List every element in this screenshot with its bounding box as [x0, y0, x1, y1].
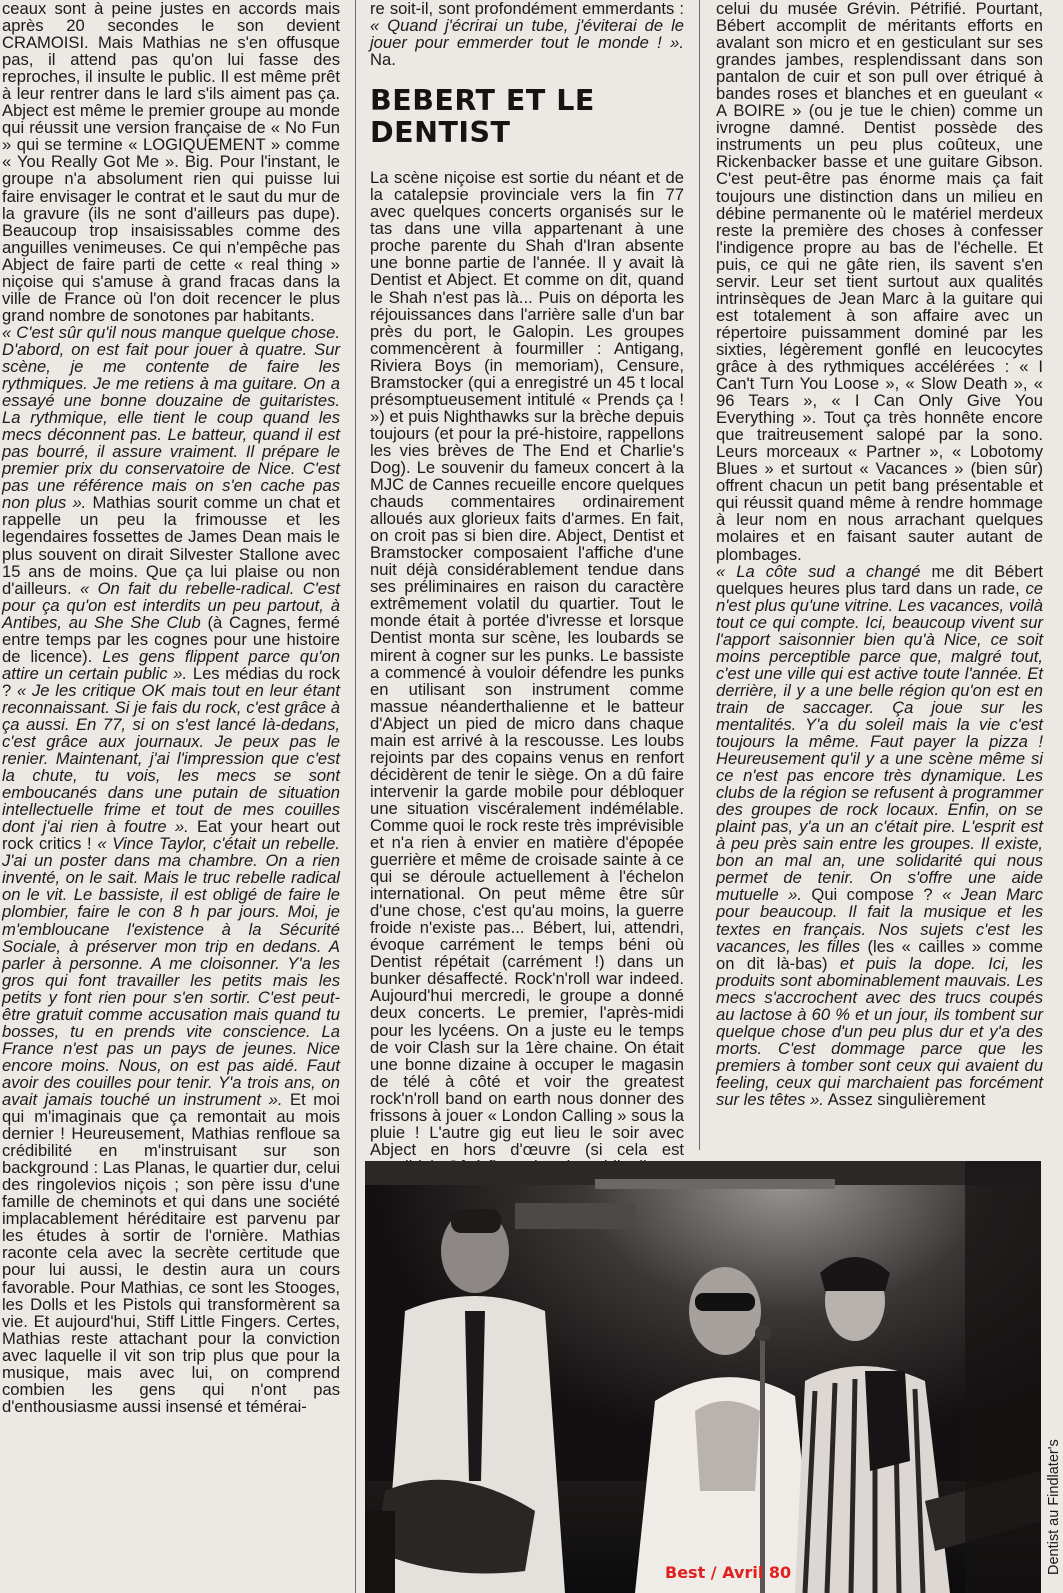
article-column-3 [716, 0, 1043, 1160]
concert-photo [365, 1161, 1041, 1593]
paragraph: celui du musée Grévin. Pétrifié. Pourtant, Bébert accomplit de méritants efforts en avalant son micro et en gesticulant sur ses grandes jambes, resplendissant dans son pantalon de cuir et son pull over étriqué à bandes roses et blanches et en gueulant « A BOIRE » (ou je tue le chien) comme un ivrogne damné. Dentist possède des instruments un peu plus coûteux, une Rickenbacker basse et une guitare Gibson. C'est peut-être pas énorme mais ça fait toujours une distinction dans un milieu en débine permanente où le matériel merdeux reste la première des choses à confesser l'indigence propre au bas de l'échelle. Et puis, ce qui ne gâte rien, ils savent s'en servir. Leur set tient surtout aux qualités intrinsèques de Jean Marc à la guitare qui est totalement à son affaire avec un répertoire puissamment dominé par les sixties, légèrement gonflé en leucocytes grâce à des rythmiques accélérées : « I Can't Turn You Loose », « Slow Death », « 96 Tears », « I Can Only Give You Everything ». Tout ça très honnête encore que traitreusement salopé par la sono. Leurs morceaux « Partner », « Lobotomy Blues » et surtout « Vacances » (bien sûr) offrent chacun un petit bang présentable et qui réussit quand même à rendre hommage à leur nom en nous arrachant quelques molaires et en faisant sauter autant de plombages. [716, 0, 1043, 564]
paragraph: « C'est sûr qu'il nous manque quelque chose. D'abord, on est fait pour jouer à quatre. Sur scène, je me contente de faire les rythmiques. Je me retiens à ma guitare. On a essayé une bonne douzaine de guitaristes. La rythmique, elle tient le coup quand les mecs déconnent pas. Le batteur, quand il est pas bourré, il assure vraiment. Il prépare le premier prix du conservatoire de Nice. C'est pas une référence mais on s'en cache pas non plus ». Mathias sourit comme un chat et rappelle un peu la frimousse et les legendaires fossettes de James Dean mais le plus souvent on dirait Silvester Stallone avec 15 ans de moins. Que ça lui plaise ou non d'ailleurs. « On fait du rebelle-radical. C'est pour ça qu'on est interdits un peu partout, à Antibes, au She She Club (à Cagnes, fermé entre temps par les cognes pour une histoire de licence). Les gens flippent parce qu'on attire un certain public ». Les médias du rock ? « Je les critique OK mais tout en leur étant reconnaissant. Si je fais du rock, c'est grâce à ça aussi. En 77, si on s'est lancé là-dedans, c'est grâce aux journaux. Je peux pas le renier. Maintenant, j'ai l'impression que c'est la chute, tu vois, les mecs se sont emboucanés dans une putain de situation intellectuelle frime et tout de mes couilles dont j'ai rien à foutre ». Eat your heart out rock critics ! « Vince Taylor, c'était un rebelle. J'ai un poster dans ma chambre. On a rien inventé, on le sait. Mais le truc rebelle radical on le vit. Le bassiste, il est obligé de faire le plombier, faire le con 8 h par jours. Moi, je m'embloucane l'existence à la Sécurité Sociale, à préserver mon trip en dedans. A parler à personne. A me cloisonner. Y'a les gros qui font travailler les petits mais les petits y font rien pour s'en sortir. C'est peut-être gratuit comme accusation mais quand tu bosses, tu en prends vite conscience. La France n'est pas un pays de jeunes. Nice encore moins. Nous, on est pas aidé. Faut avoir des couilles pour tenir. Y'a trois ans, on avait jamais touché un instrument ». Et moi qui m'imaginais que ça remontait au mois dernier ! Heureusement, Mathias renfloue sa crédibilité en m'instruisant sur son background : Las Planas, le quartier dur, celui des ringolevios niçois ; son père issu d'une famille de cheminots et qui dans une société implacablement héréditaire est parvenu par les études à sortir de l'ornière. Mathias raconte cela avec la secrète certitude que pour lui aussi, le destin aura un cours favorable. Pour Mathias, ce sont les Stooges, les Dolls et les Pistols qui transformèrent sa vie. Et aujourd'hui, Stiff Little Fingers. Certes, Mathias reste attachant pour la conviction avec laquelle il vit son trip plus que pour la musique, mais avec lui, on comprend combien les gens qui n'ont pas d'enthousiasme aussi insensé et témérai- [2, 322, 341, 1416]
section-headline: BEBERT ET LE DENTIST [370, 84, 595, 150]
photo-caption: Dentist au Findlater's [1046, 1439, 1062, 1575]
article-column-1 [2, 0, 340, 1593]
paragraph: re soit-il, sont profondément emmerdants : « Quand j'écrirai un tube, j'éviterai de le jouer pour emmerder tout le monde ! ». Na. [370, 0, 684, 70]
column-divider [699, 0, 700, 1150]
column-divider [355, 0, 356, 1593]
issue-footer: Best / Avril 80 [665, 1563, 792, 1582]
paragraph: « La côte sud a changé me dit Bébert quelques heures plus tard dans un rade, ce n'est plus qu'une vitrine. Les vacances, voilà tout ce qui compte. Ici, beaucoup vivent sur l'apport saisonnier bien qu'à Nice, ce soit moins perceptible parce que, malgré tout, c'est une ville qui est active toute l'année. Et derrière, il y a une belle région qu'on est en train de saccager. Ça joue sur les mentalités. Y'a du soleil mais la vie c'est toujours la même. Faut payer la pizza ! Heureusement qu'il y a une scène même si ce n'est pas encore très dynamique. Les clubs de la région se refusent à programmer des groupes de rock locaux. Enfin, on se plaint pas, y'a un an c'était pire. L'esprit est à peu près sain entre les groupes. Il existe, bon an mal an, une solidarité qui nous permet de tenir. On s'offre une aide mutuelle ». Qui compose ? « Jean Marc pour beaucoup. Il fait la musique et les textes en français. Nos sujets c'est les vacances, les filles (les « cailles » comme on dit là-bas) et puis la dope. Ici, les produits sont abominablement mauvais. Les mecs s'accrochent avec des trucs coupés au lactose à 60 % et un jour, ils tombent sur quelque chose d'un peu plus dur et y'a des morts. C'est dommage parce que les premiers à tomber sont ceux qui avaient du feeling, ceux qui marchaient pas forcément sur les têtes ». Assez singulièrement [716, 561, 1043, 1109]
article-column-2 [370, 0, 684, 1160]
paragraph: La scène niçoise est sortie du néant et de la catalepsie provinciale vers la fin 77 avec quelques concerts organisés sur le tas dans une villa appartenant à une proche parente du Shah d'Iran absente une bonne partie de l'année. Il y avait là Dentist et Abject. Et comme on dit, quand le Shah n'est pas là... Puis on déporta les réjouissances dans l'arrière salle d'un bar près du port, le Galopin. Les groupes commencèrent à fourmiller : Antigang, Riviera Boys (in memoriam), Censure, Bramstocker (qui a enregistré un 45 t local présomptueusement intitulé « Prends ça ! ») et puis Nighthawks sur la brèche depuis toujours (et pour la pré-histoire, rappellons les vies brèves de The End et Charlie's Dog). Le souvenir du fameux concert à la MJC de Cannes recueille encore quelques chauds commentaires ordinairement alloués aux glorieux faits d'armes. En fait, on croit pas si bien dire. Abject, Dentist et Bramstocker composaient l'affiche d'une nuit déjà considérablement tendue dans ses préliminaires en raison du caractère extrêmement volatil du quartier. Tout le monde était à portée d'ivresse et lorsque Dentist monta sur scène, les loubards se mirent à cogner sur les punks. Le bassiste a commencé à vouloir défendre les punks en utilisant son instrument comme massue néanderthalienne et le batteur d'Abject un pied de micro dans chaque main est arrivé à la rescousse. Les loubs rejoints par des copains venus en renfort décidèrent de tenir le siège. On a dû faire intervenir la garde mobile pour débloquer une situation viscéralement indémélable. Comme quoi le rock reste très imprévisible et n'a rien à envier en matière d'épopée guerrière et même de croisade sainte à ce qui se déroule actuellement à l'échelon international. On peut même être sûr d'une chose, c'est qu'au moins, la guerre froide n'existe pas... Bébert, lui, attendri, évoque carrément le temps béni où Dentist répétait (carrément !) dans un bunker désaffecté. Rock'n'roll war indeed. Aujourd'hui mercredi, le groupe a donné deux concerts. Le premier, l'après-midi pour les lycéens. On a juste eu le temps de voir Clash sur la 1ère chaine. On était une bonne dizaine à occuper le magasin de télé à côté et voir the greatest rock'n'roll band on earth nous donner des frissons à jouer « London Calling » sous la pluie ! L'autre gig eut lieu le soir avec Abject en hors d'œuvre (si cela est [370, 168, 684, 1159]
band-on-stage-illustration [365, 1161, 1041, 1593]
paragraph: ceaux sont à peine justes en accords mais après 20 secondes le son devient CRAMOISI. Mais Mathias ne s'en offusque pas, il attend pas qu'on lui fasse des reproches, il insulte le public. Il est même prêt à leur rentrer dans le lard s'ils aiment pas ça. Abject est même le premier groupe au monde qui réussit une version française de « No Fun » qui se termine « LOGIQUEMENT » comme « You Really Got Me ». Big. Pour l'instant, le groupe n'a absolument rien qui puisse lui faire envisager le contrat et le saut du mur de la gravure (ils ne sont d'ailleurs pas dupe). Beaucoup trop insaisissables comme des anguilles venimeuses. Ce qui n'empêche pas Abject de faire parti de cette « real thing » niçoise qui s'amuse à grand fracas dans la ville de France où l'on doit recencer le plus grand nombre de sonotones par habitants. [2, 0, 340, 325]
